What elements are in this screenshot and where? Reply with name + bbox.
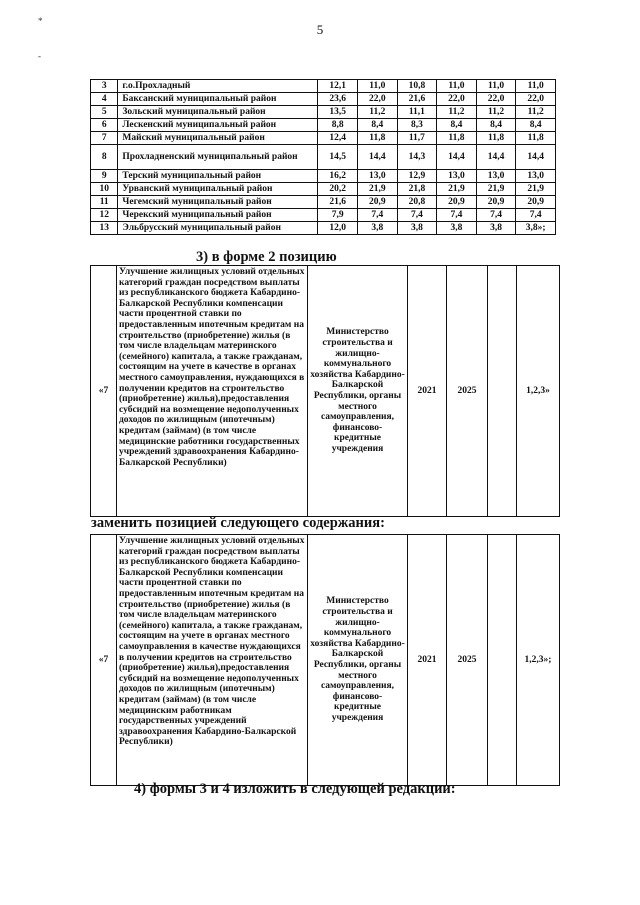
page-number: 5 <box>316 22 324 37</box>
district-value: 20,2 <box>318 183 358 196</box>
table-row <box>91 209 556 222</box>
district-value: 22,0 <box>476 93 516 106</box>
district-value: 11,1 <box>397 106 437 119</box>
table-row <box>91 183 556 196</box>
table-row <box>91 170 556 183</box>
table-row <box>91 93 556 106</box>
district-value: 21,6 <box>397 93 437 106</box>
district-value: 8,4 <box>437 119 477 132</box>
position-empty-cell <box>488 266 517 517</box>
position-description: Улучшение жилищных условий отдельных категорий граждан посредством выплаты из республиканского бюджета Кабардино-Балкарской Республики компенсации части процентной ставки по предоставленным ипотечным кредитам на строительство (приобретение) жилья (в том числе владельцам материнского (семейного) капитала, а также гражданам, состоящим на учете в качестве в органах местного самоуправления, нуждающихся в получении кредитов на строительство (приобретение) жилья),предоставления субсидий на возмещение недополученных доходов по жилищным (ипотечным) кредитам (займам) (в том числе медицинские работники государственных учреждений здравоохранения Кабардино-Балкарской Республики) <box>117 266 308 517</box>
district-name: Прохладненский муниципальный район <box>118 145 318 170</box>
district-value: 3,8 <box>397 222 437 235</box>
position-responsible: Министерство строительства и жилищно-коммунального хозяйства Кабардино-Балкарской Республики, органы местного самоуправления, финансово-кредитные учреждения <box>308 266 408 517</box>
district-value: 13,0 <box>516 170 556 183</box>
district-name: Зольский муниципальный район <box>118 106 318 119</box>
district-value: 8,8 <box>318 119 358 132</box>
row-number: 10 <box>91 183 118 196</box>
row-number: 13 <box>91 222 118 235</box>
district-value: 22,0 <box>516 93 556 106</box>
position-quote: «7 <box>91 266 117 517</box>
district-value: 7,4 <box>516 209 556 222</box>
district-value: 23,6 <box>318 93 358 106</box>
district-value: 21,9 <box>437 183 477 196</box>
district-value: 14,4 <box>516 145 556 170</box>
district-value: 11,8 <box>516 132 556 145</box>
district-value: 20,9 <box>437 196 477 209</box>
row-number: 5 <box>91 106 118 119</box>
district-value: 11,2 <box>476 106 516 119</box>
district-value: 7,9 <box>318 209 358 222</box>
district-value: 11,8 <box>476 132 516 145</box>
row-number: 7 <box>91 132 118 145</box>
table-row <box>91 266 560 517</box>
table-row <box>91 80 556 93</box>
heading-form-2-position: 3) в форме 2 позицию <box>196 249 337 265</box>
district-value: 8,4 <box>476 119 516 132</box>
district-value: 14,5 <box>318 145 358 170</box>
position-empty-cell <box>488 535 517 786</box>
table-row <box>91 132 556 145</box>
districts-table <box>90 79 556 235</box>
district-value: 21,9 <box>516 183 556 196</box>
district-name: Майский муниципальный район <box>118 132 318 145</box>
table-row <box>91 196 556 209</box>
district-value: 8,4 <box>516 119 556 132</box>
district-value: 11,7 <box>397 132 437 145</box>
table-row <box>91 119 556 132</box>
district-name: Лескенский муниципальный район <box>118 119 318 132</box>
district-name: Чегемский муниципальный район <box>118 196 318 209</box>
row-number: 4 <box>91 93 118 106</box>
district-value: 11,0 <box>437 80 477 93</box>
position-quote: «7 <box>91 535 117 786</box>
district-name: Терский муниципальный район <box>118 170 318 183</box>
district-value: 11,8 <box>358 132 398 145</box>
district-value: 14,4 <box>358 145 398 170</box>
district-value: 11,0 <box>358 80 398 93</box>
table-row <box>91 145 556 170</box>
district-value: 7,4 <box>358 209 398 222</box>
district-value: 14,4 <box>437 145 477 170</box>
heading-replace-with: заменить позицией следующего содержания: <box>91 515 385 531</box>
district-value: 12,4 <box>318 132 358 145</box>
heading-forms-3-4: 4) формы 3 и 4 изложить в следующей редакции: <box>134 781 456 797</box>
table-row <box>91 222 556 235</box>
district-value: 12,1 <box>318 80 358 93</box>
district-value: 20,9 <box>358 196 398 209</box>
district-value: 11,0 <box>476 80 516 93</box>
district-name: Урванский муниципальный район <box>118 183 318 196</box>
district-value: 21,8 <box>397 183 437 196</box>
district-value: 21,9 <box>476 183 516 196</box>
district-name: г.о.Прохладный <box>118 80 318 93</box>
district-value: 13,0 <box>437 170 477 183</box>
district-value: 11,2 <box>516 106 556 119</box>
district-value: 21,9 <box>358 183 398 196</box>
row-number: 11 <box>91 196 118 209</box>
row-number: 6 <box>91 119 118 132</box>
district-value: 3,8 <box>358 222 398 235</box>
district-value: 11,0 <box>516 80 556 93</box>
district-value: 16,2 <box>318 170 358 183</box>
district-value: 7,4 <box>397 209 437 222</box>
district-name: Баксанский муниципальный район <box>118 93 318 106</box>
position-old-table <box>90 265 560 517</box>
margin-mark: - <box>38 51 41 61</box>
district-value: 8,4 <box>358 119 398 132</box>
district-value: 22,0 <box>358 93 398 106</box>
district-value: 7,4 <box>476 209 516 222</box>
district-name: Эльбрусский муниципальный район <box>118 222 318 235</box>
position-codes: 1,2,3» <box>517 266 560 517</box>
district-value: 13,0 <box>476 170 516 183</box>
district-value: 10,8 <box>397 80 437 93</box>
margin-mark: * <box>38 16 43 26</box>
district-name: Черекский муниципальный район <box>118 209 318 222</box>
district-value: 12,9 <box>397 170 437 183</box>
position-codes: 1,2,3»; <box>517 535 560 786</box>
position-year-start: 2021 <box>408 266 447 517</box>
district-value: 7,4 <box>437 209 477 222</box>
position-new-table <box>90 534 560 786</box>
position-year-end: 2025 <box>447 266 488 517</box>
position-description: Улучшение жилищных условий отдельных категорий граждан посредством выплаты из республиканского бюджета Кабардино-Балкарской Республики компенсации части процентной ставки по предоставленным ипотечным кредитам на строительство (приобретение) жилья (в том числе владельцам материнского (семейного) капитала, а также гражданам, состоящим на учете в органах местного самоуправления в качестве нуждающихся в получении кредитов на строительство (приобретение) жилья),предоставления субсидий на возмещение недополученных доходов по жилищным (ипотечным) кредитам (займам) (в том числе медицинским работникам государственных учреждений здравоохранения Кабардино-Балкарской Республики) <box>117 535 308 786</box>
district-value: 14,3 <box>397 145 437 170</box>
row-number: 3 <box>91 80 118 93</box>
district-value: 22,0 <box>437 93 477 106</box>
row-number: 12 <box>91 209 118 222</box>
table-row <box>91 535 560 786</box>
district-value: 13,0 <box>358 170 398 183</box>
district-value: 13,5 <box>318 106 358 119</box>
district-value: 11,2 <box>358 106 398 119</box>
position-year-end: 2025 <box>447 535 488 786</box>
district-value: 21,6 <box>318 196 358 209</box>
row-number: 9 <box>91 170 118 183</box>
row-number: 8 <box>91 145 118 170</box>
district-value: 12,0 <box>318 222 358 235</box>
district-value: 11,2 <box>437 106 477 119</box>
position-responsible: Министерство строительства и жилищно-коммунального хозяйства Кабардино-Балкарской Республики, органы местного самоуправления, финансово-кредитные учреждения <box>308 535 408 786</box>
district-value: 20,9 <box>516 196 556 209</box>
district-value: 11,8 <box>437 132 477 145</box>
district-value: 8,3 <box>397 119 437 132</box>
district-value: 20,8 <box>397 196 437 209</box>
position-year-start: 2021 <box>408 535 447 786</box>
district-value: 14,4 <box>476 145 516 170</box>
table-row <box>91 106 556 119</box>
district-value: 3,8 <box>437 222 477 235</box>
district-value: 3,8 <box>476 222 516 235</box>
district-value: 3,8»; <box>516 222 556 235</box>
district-value: 20,9 <box>476 196 516 209</box>
